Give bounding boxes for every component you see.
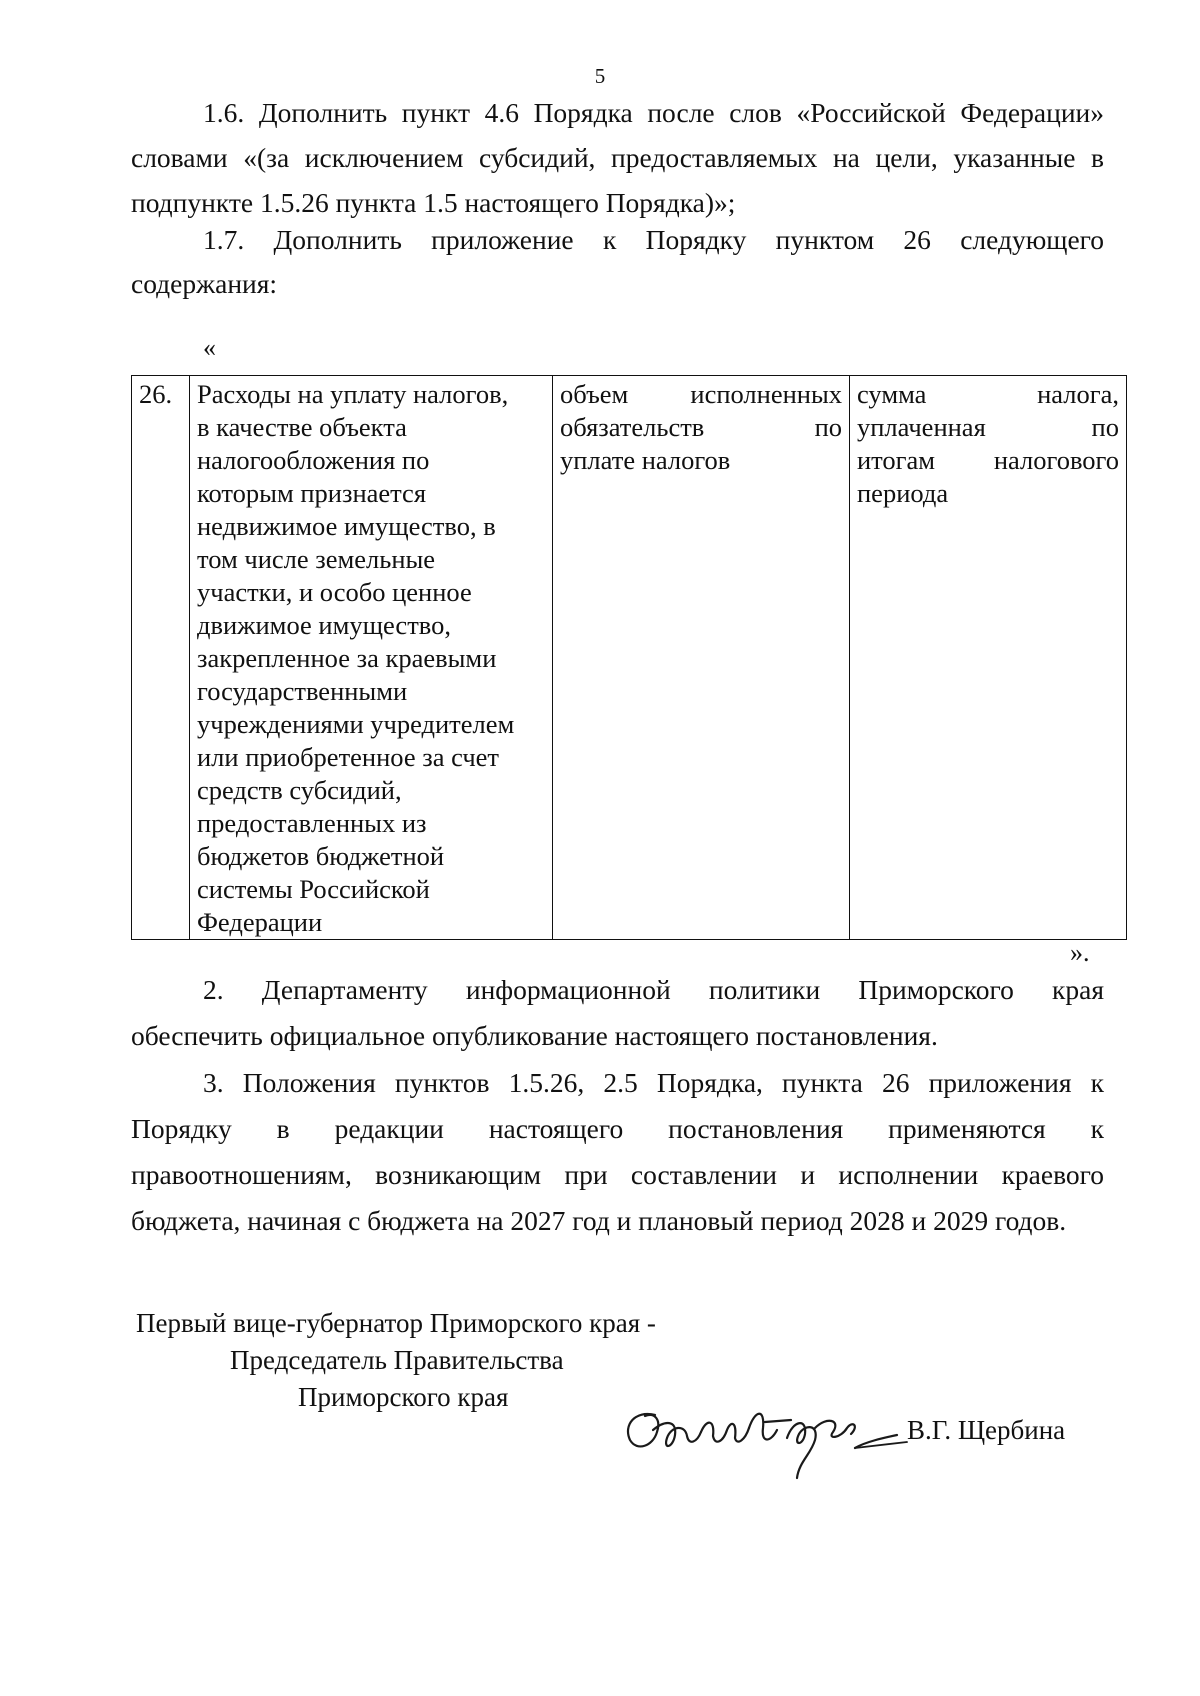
paragraph-3-line-4: бюджета, начиная с бюджета на 2027 год и плановый период 2028 и 2029 годов. [131,1205,1067,1236]
signatory-title-line-2: Председатель Правительства [230,1345,564,1375]
cell-line: бюджетов бюджетной [197,841,445,871]
cell-line: Федерации [197,907,323,937]
cell-line: учреждениями учредителем [197,709,515,739]
paragraph-2-line-2: обеспечить официальное опубликование настоящего постановления. [131,1020,938,1051]
paragraph-1-6-line-2: словами «(за исключением субсидий, предоставляемых на цели, указанные в [131,142,1104,173]
cell-line: закрепленное за краевыми [197,643,497,673]
appendix-table [131,375,1127,940]
signatory-title-line-1: Первый вице-губернатор Приморского края - [136,1308,656,1338]
item-number: 26. [139,379,173,409]
cell-line: том числе земельные [197,544,436,574]
signatory-title-line-3: Приморского края [298,1382,509,1412]
table-row [132,376,1127,940]
handwritten-signature [615,1380,925,1485]
cell-line: Расходы на уплату налогов, [197,379,509,409]
page-number: 5 [594,64,606,88]
paragraph-3-line-1: 3. Положения пунктов 1.5.26, 2.5 Порядка, пункта 26 приложения к [203,1067,1104,1098]
cell-indicator [553,376,850,940]
paragraph-3-line-3: правоотношениям, возникающим при составлении и исполнении краевого [131,1159,1104,1190]
cell-line: государственными [197,676,408,706]
signatory-name: В.Г. Щербина [907,1415,1066,1445]
cell-line: или приобретенное за счет [197,742,499,772]
paragraph-1-6-line-3: подпункте 1.5.26 пункта 1.5 настоящего Порядка)»; [131,187,736,218]
cell-line: движимое имущество, [197,610,451,640]
paragraph-1-6-line-1: 1.6. Дополнить пункт 4.6 Порядка после слов «Российской Федерации» [203,97,1104,128]
cell-line: обязательств по [560,412,842,442]
paragraph-1-7-line-1: 1.7. Дополнить приложение к Порядку пунктом 26 следующего [203,224,1104,255]
cell-line: которым признается [197,478,427,508]
cell-line: уплаченная по [857,412,1119,442]
cell-basis [850,376,1127,940]
paragraph-3-line-2: Порядку в редакции настоящего постановления применяются к [131,1113,1104,1144]
cell-line: объем исполненных [560,379,842,409]
cell-number [132,376,190,940]
cell-line: сумма налога, [857,379,1119,409]
cell-line: средств субсидий, [197,775,402,805]
cell-line: предоставленных из [197,808,427,838]
paragraph-1-7-line-2: содержания: [131,268,278,299]
cell-line: налогообложения по [197,445,430,475]
paragraph-2-line-1: 2. Департаменту информационной политики Приморского края [203,974,1104,1005]
cell-expense-type [190,376,553,940]
cell-line: в качестве объекта [197,412,407,442]
cell-line: уплате налогов [560,445,731,475]
cell-line: системы Российской [197,874,430,904]
cell-line: итогам налогового [857,445,1119,475]
opening-quote: « [203,333,216,362]
cell-line: недвижимое имущество, в [197,511,496,541]
cell-line: участки, и особо ценное [197,577,472,607]
closing-quote: ». [1070,938,1090,967]
cell-line: периода [857,478,949,508]
